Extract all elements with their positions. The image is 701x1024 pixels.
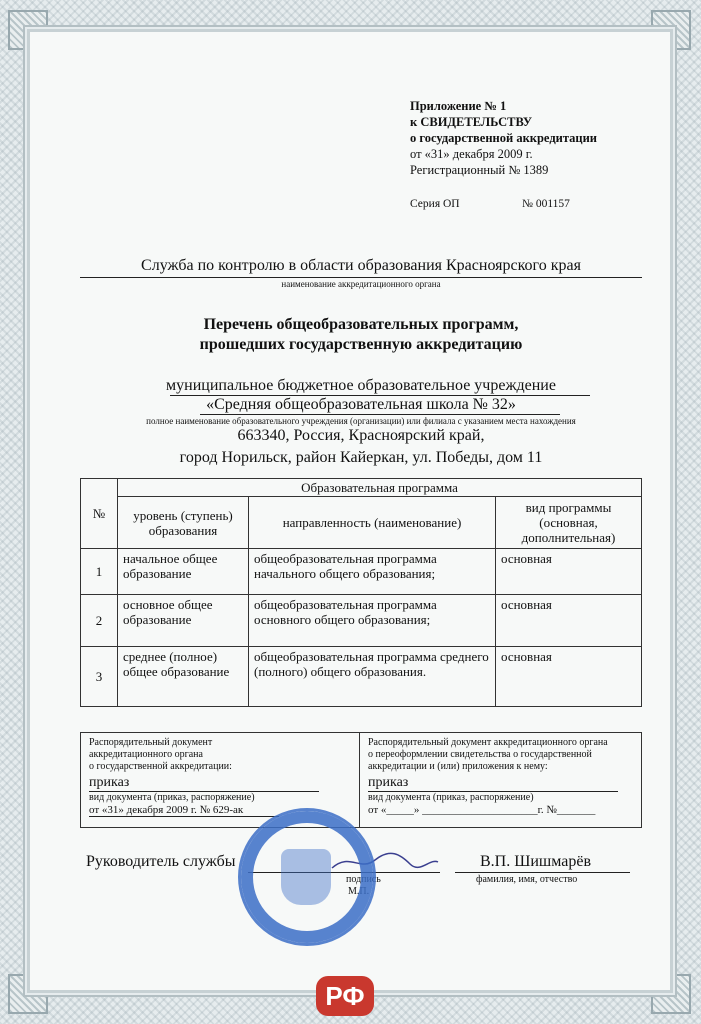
row-type: основная xyxy=(496,647,642,707)
signer-name: В.П. Шишмарёв xyxy=(480,853,592,870)
column-header-direction: направленность (наименование) xyxy=(249,497,496,549)
table-row xyxy=(81,647,642,707)
appendix-label: Приложение № 1 xyxy=(410,99,507,113)
order-document-type: приказ xyxy=(89,775,319,792)
row-number: 1 xyxy=(81,549,118,595)
institution-line2: «Средняя общеобразовательная школа № 32» xyxy=(206,396,516,413)
programs-table xyxy=(80,478,642,707)
rf-logo: РФ xyxy=(316,976,374,1016)
column-header-number: № xyxy=(81,479,118,549)
reissue-order-box xyxy=(360,732,642,828)
column-header-level: уровень (ступень) образования xyxy=(118,497,249,549)
row-level: основное общее образование xyxy=(118,595,249,647)
column-group-header: Образовательная программа xyxy=(118,479,642,497)
order-document-caption: вид документа (приказ, распоряжение) xyxy=(89,792,255,803)
row-direction: общеобразовательная программа начального общего образования; xyxy=(249,549,496,595)
signature-caption: подпись xyxy=(346,874,381,885)
row-direction: общеобразовательная программа основного общего образования; xyxy=(249,595,496,647)
document-title-line1: Перечень общеобразовательных программ, xyxy=(203,316,519,333)
row-direction: общеобразовательная программа среднего (полного) общего образования. xyxy=(249,647,496,707)
row-number: 3 xyxy=(81,647,118,707)
row-type: основная xyxy=(496,595,642,647)
row-level: начальное общее образование xyxy=(118,549,249,595)
order-document-date: от «31» декабря 2009 г. № 629-ак xyxy=(89,804,279,817)
official-seal xyxy=(238,808,376,946)
name-underline xyxy=(455,872,630,873)
institution-address1: 663340, Россия, Красноярский край, xyxy=(237,427,485,444)
name-caption: фамилия, имя, отчество xyxy=(476,874,578,885)
row-number: 2 xyxy=(81,595,118,647)
institution-address2: город Норильск, район Кайеркан, ул. Победы, дом 11 xyxy=(179,449,543,466)
seal-emblem xyxy=(281,849,331,905)
order-box-text: аккредитационного органа xyxy=(89,749,203,760)
order-box-text: Распорядительный документ аккредитационного органа xyxy=(368,737,608,748)
order-box-text: аккредитации и (или) приложения к нему: xyxy=(368,761,548,772)
table-row xyxy=(81,549,642,595)
table-header-row xyxy=(81,479,642,497)
signer-position: Руководитель службы xyxy=(86,853,236,870)
authority-name: Служба по контролю в области образования Красноярского края xyxy=(141,257,581,274)
institution-line1: муниципальное бюджетное образовательное учреждение xyxy=(166,377,556,394)
order-box-text: о государственной аккредитации: xyxy=(89,761,232,772)
accreditation-label: о государственной аккредитации xyxy=(410,131,597,145)
institution-underline xyxy=(200,414,560,415)
table-subheader-row xyxy=(81,497,642,549)
table-row xyxy=(81,595,642,647)
row-type: основная xyxy=(496,549,642,595)
order-document-type: приказ xyxy=(368,775,618,792)
order-box-text: Распорядительный документ xyxy=(89,737,213,748)
order-document-date: от «_____» _____________________г. №_______ xyxy=(368,804,596,816)
series-number: № 001157 xyxy=(522,198,570,210)
order-box-text: о переоформлении свидетельства о государственной xyxy=(368,749,592,760)
registration-number: Регистрационный № 1389 xyxy=(410,163,549,177)
order-document-caption: вид документа (приказ, распоряжение) xyxy=(368,792,534,803)
seal-place-label: М.П. xyxy=(348,886,370,897)
certificate-label: к СВИДЕТЕЛЬСТВУ xyxy=(410,115,532,129)
institution-caption: полное наименование образовательного учреждения (организации) или филиала с указанием места нахождения xyxy=(146,416,576,426)
authority-caption: наименование аккредитационного органа xyxy=(281,279,441,289)
column-header-type: вид программы (основная, дополнительная) xyxy=(496,497,642,549)
document-title-line2: прошедших государственную аккредитацию xyxy=(199,336,523,353)
authority-underline xyxy=(80,277,642,278)
row-level: среднее (полное) общее образование xyxy=(118,647,249,707)
certificate-date: от «31» декабря 2009 г. xyxy=(410,147,533,161)
series-label: Серия ОП xyxy=(410,198,460,210)
